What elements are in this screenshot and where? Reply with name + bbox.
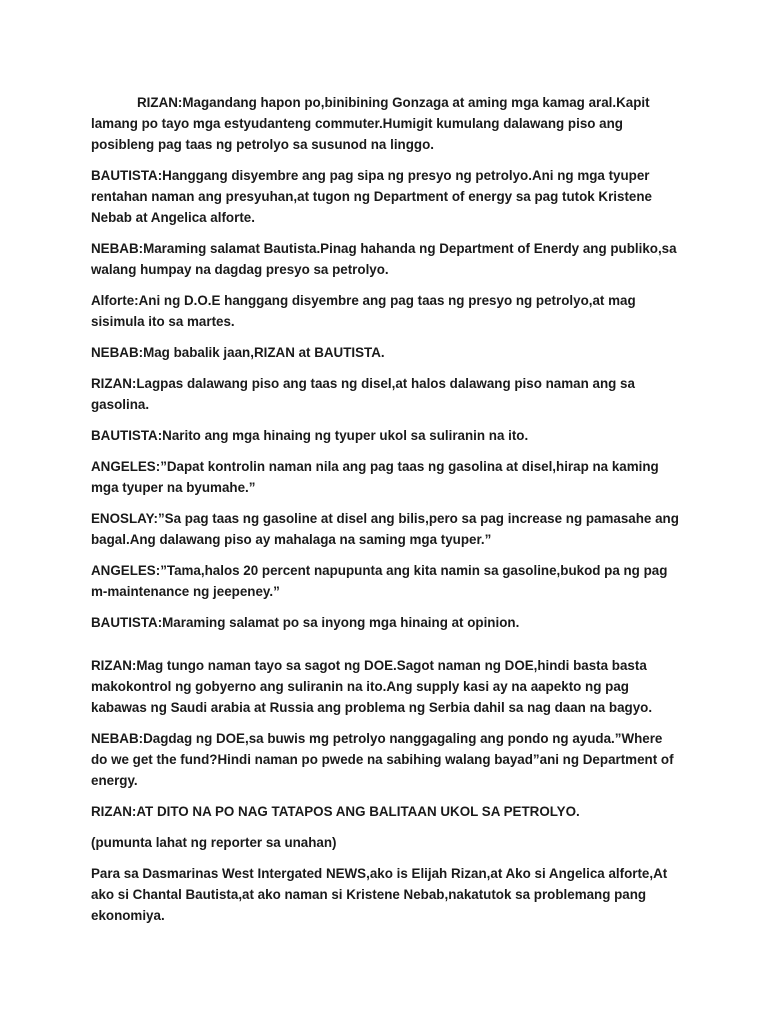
paragraph-sign-off: Para sa Dasmarinas West Intergated NEWS,ako is Elijah Rizan,at Ako si Angelica alforte,At ako si Chantal Bautista,at ako naman si Kristene Nebab,nakatutok sa problemang pang ekonomiya. xyxy=(91,866,668,923)
paragraph-rizan-opening: RIZAN:Magandang hapon po,binibining Gonzaga at aming mga kamag aral.Kapit lamang po tayo mga estyudanteng commuter.Humigit kumulang dalawang piso ang posibleng pag taas ng petrolyo sa susunod na linggo. xyxy=(91,95,650,152)
paragraph-angeles-1: ANGELES:”Dapat kontrolin naman nila ang pag taas ng gasolina at disel,hirap na kaming mga tyuper na byumahe.” xyxy=(91,459,659,495)
paragraph-bautista-1: BAUTISTA:Hanggang disyembre ang pag sipa ng presyo ng petrolyo.Ani ng mga tyuper rentahan naman ang presyuhan,at tugon ng Department of energy sa pag tutok Kristene Nebab at Angelica alforte. xyxy=(91,168,653,225)
paragraph-nebab-3: NEBAB:Dagdag ng DOE,sa buwis mg petrolyo nanggagaling ang pondo ng ayuda.”Where do we get the fund?Hindi naman po pwede na sabihing walang bayad”ani ng Department of energy. xyxy=(91,731,674,788)
paragraph-stage-direction: (pumunta lahat ng reporter sa unahan) xyxy=(91,835,337,850)
paragraph-bautista-2: BAUTISTA:Narito ang mga hinaing ng tyuper ukol sa suliranin na ito. xyxy=(91,428,529,443)
paragraph-alforte: Alforte:Ani ng D.O.E hanggang disyembre ang pag taas ng presyo ng petrolyo,at mag sisimula ito sa martes. xyxy=(91,293,636,329)
paragraph-enoslay: ENOSLAY:”Sa pag taas ng gasoline at disel ang bilis,pero sa pag increase ng pamasahe ang bagal.Ang dalawang piso ay mahalaga na saming mga tyuper.” xyxy=(91,511,679,547)
paragraph-bautista-3: BAUTISTA:Maraming salamat po sa inyong mga hinaing at opinion. xyxy=(91,615,520,630)
document-page xyxy=(91,92,681,936)
paragraph-rizan-3: RIZAN:Mag tungo naman tayo sa sagot ng DOE.Sagot naman ng DOE,hindi basta basta makokontrol ng gobyerno ang suliranin na ito.Ang supply kasi ay na aapekto ng pag kabawas ng Saudi arabia at Russia ang problema ng Serbia dahil sa nag daan na bagyo. xyxy=(91,658,653,715)
paragraph-nebab-2: NEBAB:Mag babalik jaan,RIZAN at BAUTISTA. xyxy=(91,345,385,360)
paragraph-rizan-closing: RIZAN:AT DITO NA PO NAG TATAPOS ANG BALITAAN UKOL SA PETROLYO. xyxy=(91,804,580,819)
paragraph-rizan-2: RIZAN:Lagpas dalawang piso ang taas ng disel,at halos dalawang piso naman ang sa gasolina. xyxy=(91,376,635,412)
paragraph-angeles-2: ANGELES:”Tama,halos 20 percent napupunta ang kita namin sa gasoline,bukod pa ng pag m-maintenance ng jeepeney.” xyxy=(91,563,668,599)
paragraph-nebab-1: NEBAB:Maraming salamat Bautista.Pinag hahanda ng Department of Enerdy ang publiko,sa walang humpay na dagdag presyo sa petrolyo. xyxy=(91,241,677,277)
